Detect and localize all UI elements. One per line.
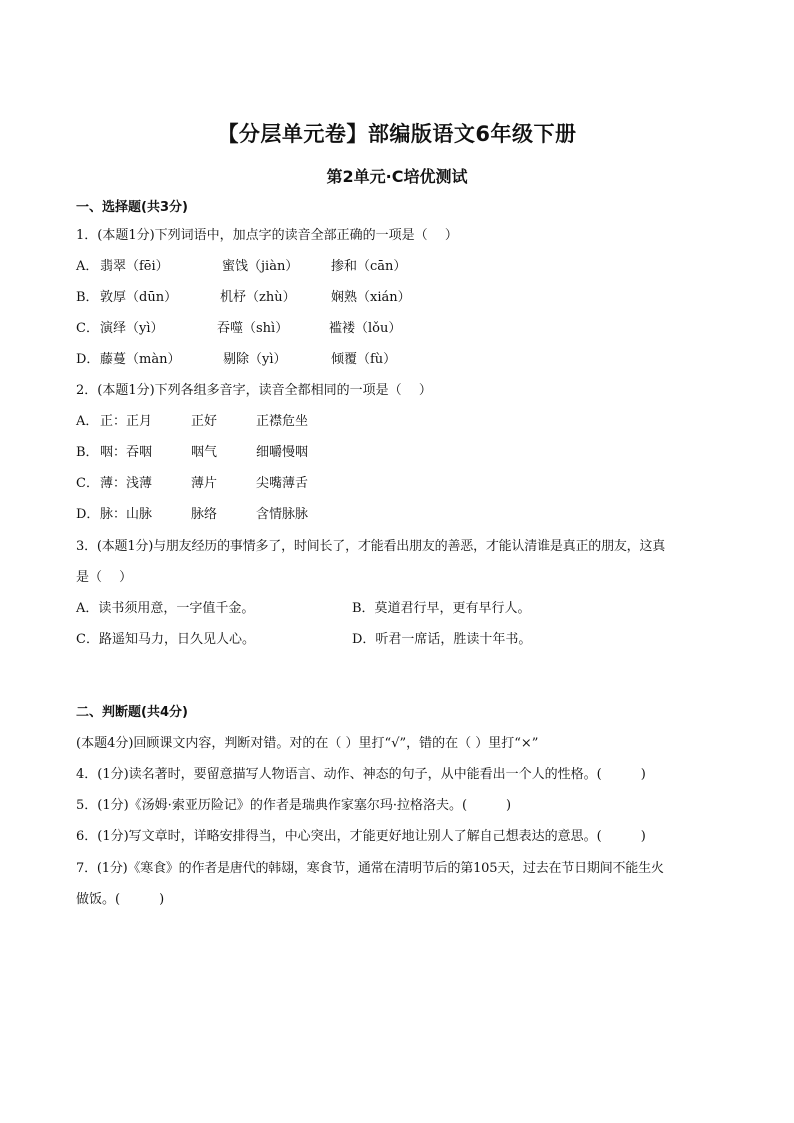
option-word: 蜜饯（jiàn） bbox=[222, 259, 299, 274]
question-2-option-c bbox=[76, 475, 309, 493]
option-word: 咽：吞咽 bbox=[100, 445, 153, 460]
judgment-item-7: 7．(1分)《寒食》的作者是唐代的韩翃，寒食节，通常在清明节后的第105天，过去在节日期间不能生火 bbox=[76, 861, 664, 876]
option-word: 尖嘴薄舌 bbox=[256, 476, 309, 491]
question-3-option-d: D．听君一席话，胜读十年书。 bbox=[352, 632, 532, 647]
option-word: 娴熟（xián） bbox=[331, 290, 411, 305]
option-word: 翡翠（fēi） bbox=[100, 259, 169, 274]
document-title: 【分层单元卷】部编版语文6年级下册 bbox=[217, 122, 577, 146]
option-word: 演绎（yì） bbox=[100, 321, 164, 336]
option-word: 正好 bbox=[191, 414, 218, 429]
question-1-option-b bbox=[76, 289, 411, 307]
option-label: D． bbox=[76, 352, 100, 367]
question-3-option-b: B．莫道君行早，更有早行人。 bbox=[352, 601, 531, 616]
option-word: 细嚼慢咽 bbox=[256, 445, 309, 460]
option-word: 掺和（cān） bbox=[331, 259, 407, 274]
question-1-stem: 1．(本题1分)下列词语中，加点字的读音全部正确的一项是（ ） bbox=[76, 228, 458, 243]
option-word: 机杼（zhù） bbox=[220, 290, 296, 305]
option-word: 藤蔓（màn） bbox=[100, 352, 181, 367]
section-heading-choice: 一、选择题(共3分) bbox=[76, 200, 188, 215]
judgment-intro: (本题4分)回顾课文内容，判断对错。对的在（ ）里打“√”，错的在（ ）里打“×” bbox=[76, 736, 539, 751]
document-subtitle: 第2单元·C培优测试 bbox=[326, 167, 468, 186]
option-label: B． bbox=[76, 445, 99, 460]
question-1-option-a bbox=[76, 258, 407, 276]
option-word: 敦厚（dūn） bbox=[100, 290, 178, 305]
judgment-item-4: 4．(1分)读名著时，要留意描写人物语言、动作、神态的句子，从中能看出一个人的性格。( ) bbox=[76, 767, 646, 782]
question-1-option-c bbox=[76, 320, 402, 338]
question-1-option-d bbox=[76, 351, 397, 369]
option-word: 正：正月 bbox=[100, 414, 153, 429]
option-word: 脉：山脉 bbox=[100, 507, 153, 522]
question-2-option-b bbox=[76, 444, 309, 462]
option-label: A． bbox=[76, 414, 99, 429]
option-word: 正襟危坐 bbox=[256, 414, 309, 429]
option-word: 剔除（yì） bbox=[223, 352, 287, 367]
judgment-item-6: 6．(1分)写文章时，详略安排得当，中心突出，才能更好地让别人了解自己想表达的意思。( ) bbox=[76, 829, 646, 844]
option-label: C． bbox=[76, 321, 99, 336]
option-word: 咽气 bbox=[191, 445, 218, 460]
option-label: D． bbox=[76, 507, 100, 522]
section-heading-judgment: 二、判断题(共4分) bbox=[76, 705, 188, 720]
question-2-option-a bbox=[76, 413, 309, 431]
option-word: 薄：浅薄 bbox=[100, 476, 153, 491]
judgment-item-7-continued: 做饭。( ) bbox=[76, 892, 165, 907]
option-word: 薄片 bbox=[191, 476, 218, 491]
question-3-option-c: C．路遥知马力，日久见人心。 bbox=[76, 632, 255, 647]
option-word: 脉络 bbox=[191, 507, 218, 522]
question-3-option-a: A．读书须用意，一字值千金。 bbox=[76, 601, 255, 616]
question-2-option-d bbox=[76, 506, 309, 524]
option-label: B． bbox=[76, 290, 99, 305]
option-label: C． bbox=[76, 476, 99, 491]
question-3-stem-continued: 是（ ） bbox=[76, 570, 133, 585]
option-word: 褴褛（lǒu） bbox=[329, 321, 402, 336]
judgment-item-5: 5．(1分)《汤姆·索亚历险记》的作者是瑞典作家塞尔玛·拉格洛夫。( ) bbox=[76, 798, 512, 813]
question-3-stem: 3．(本题1分)与朋友经历的事情多了，时间长了，才能看出朋友的善恶，才能认清谁是真正的朋友，这真 bbox=[76, 539, 666, 554]
option-label: A． bbox=[76, 259, 99, 274]
option-word: 倾覆（fù） bbox=[331, 352, 397, 367]
option-word: 含情脉脉 bbox=[256, 507, 309, 522]
question-2-stem: 2．(本题1分)下列各组多音字，读音全都相同的一项是（ ） bbox=[76, 383, 432, 398]
option-word: 吞噬（shì） bbox=[217, 321, 289, 336]
